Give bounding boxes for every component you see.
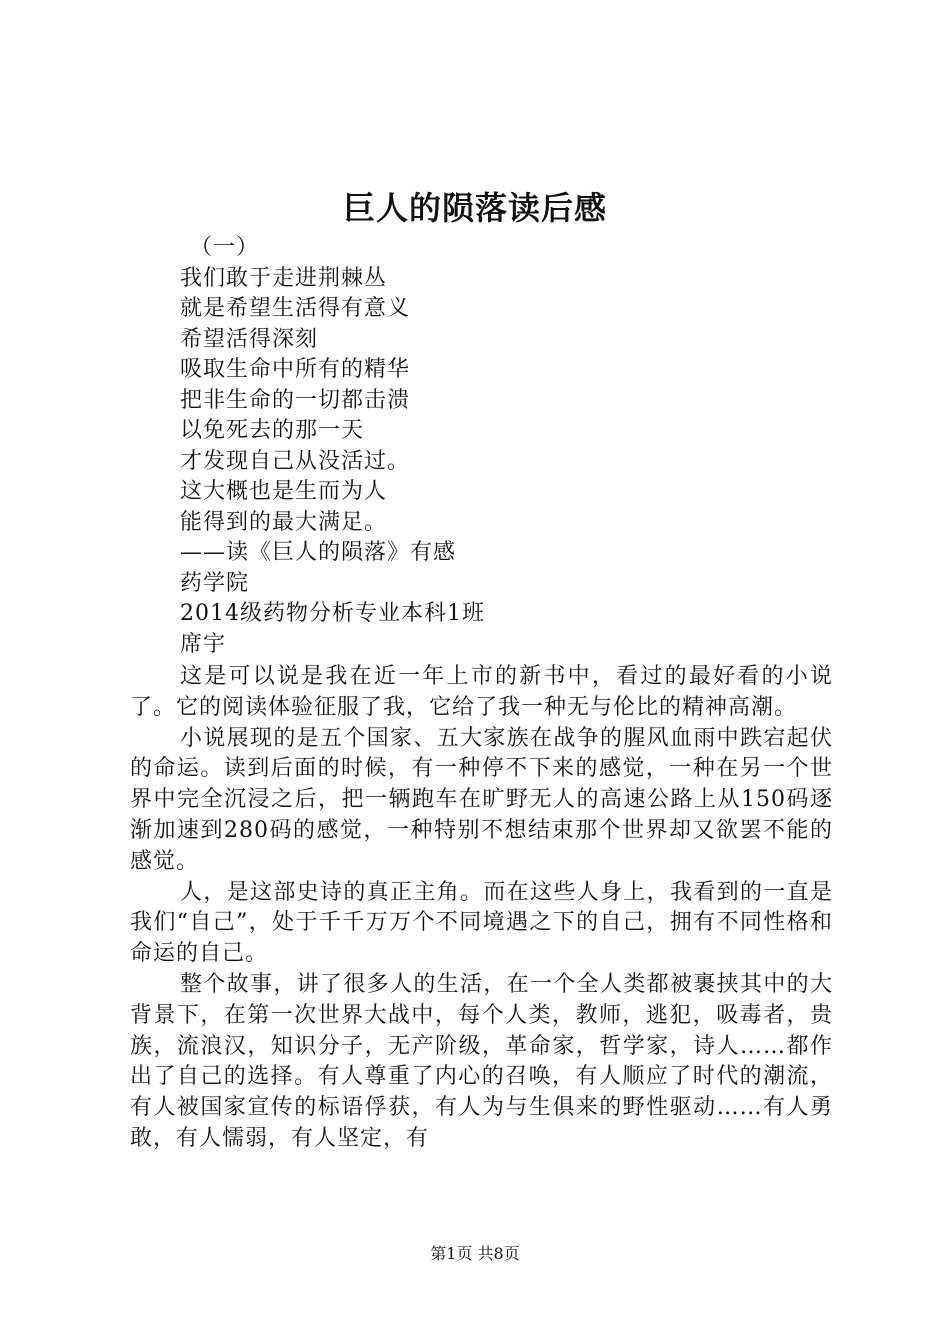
poem-line: 把非生命的一切都击溃 — [180, 387, 411, 413]
document-title: 巨人的陨落读后感 — [342, 189, 607, 227]
paragraph: 人，是这部史诗的真正主角。而在这些人身上，我看到的一直是我们“自己”，处于千千万万个不同境遇之下的自己，拥有不同性格和命运的自己。 — [130, 879, 833, 967]
attribution-line: ——读《巨人的陨落》有感 — [180, 540, 457, 565]
author-school: 药学院 — [180, 570, 250, 596]
paragraph: 小说展现的是五个国家、五大家族在战争的腥风血雨中跌宕起伏的命运。读到后面的时候，有一种停不下来的感觉，一种在另一个世界中完全沉浸之后，把一辆跑车在旷野无人的高速公路上从150码逐渐加速到280码的感觉，一种特别不想结束那个世界却又欲罢不能的感觉。 — [130, 725, 833, 874]
section-marker: （一） — [190, 235, 260, 260]
poem-line: 能得到的最大满足。 — [180, 509, 388, 535]
poem-line: 希望活得深刻 — [180, 326, 319, 352]
poem-line: 才发现自己从没活过。 — [180, 448, 411, 474]
poem-line: 就是希望生活得有意义 — [180, 296, 411, 321]
body-text — [130, 662, 833, 1155]
poem-line: 我们敢于走进荆棘丛 — [180, 265, 388, 291]
paragraph: 整个故事，讲了很多人的生活，在一个全人类都被裹挟其中的大背景下，在第一次世界大战中，每个人类，教师，逃犯，吸毒者，贵族，流浪汉，知识分子，无产阶级，革命家，哲学家，诗人……都作出了自己的选择。有人尊重了内心的召唤，有人顺应了时代的潮流，有人被国家宣传的标语俘获，有人为与生俱来的野性驱动……有人勇敢，有人懦弱，有人坚定，有 — [130, 971, 833, 1151]
poem-line: 以免死去的那一天 — [180, 418, 365, 443]
poem-block — [180, 233, 485, 660]
page-footer: 第1页 共8页 — [430, 1244, 520, 1263]
paragraph: 这是可以说是我在近一年上市的新书中，看过的最好看的小说了。它的阅读体验征服了我，它给了我一种无与伦比的精神高潮。 — [130, 664, 833, 720]
poem-line: 这大概也是生而为人 — [180, 479, 388, 504]
poem-line: 吸取生命中所有的精华 — [180, 357, 411, 382]
author-name: 席宇 — [180, 631, 227, 657]
author-class: 2014级药物分析专业本科1班 — [180, 601, 485, 626]
